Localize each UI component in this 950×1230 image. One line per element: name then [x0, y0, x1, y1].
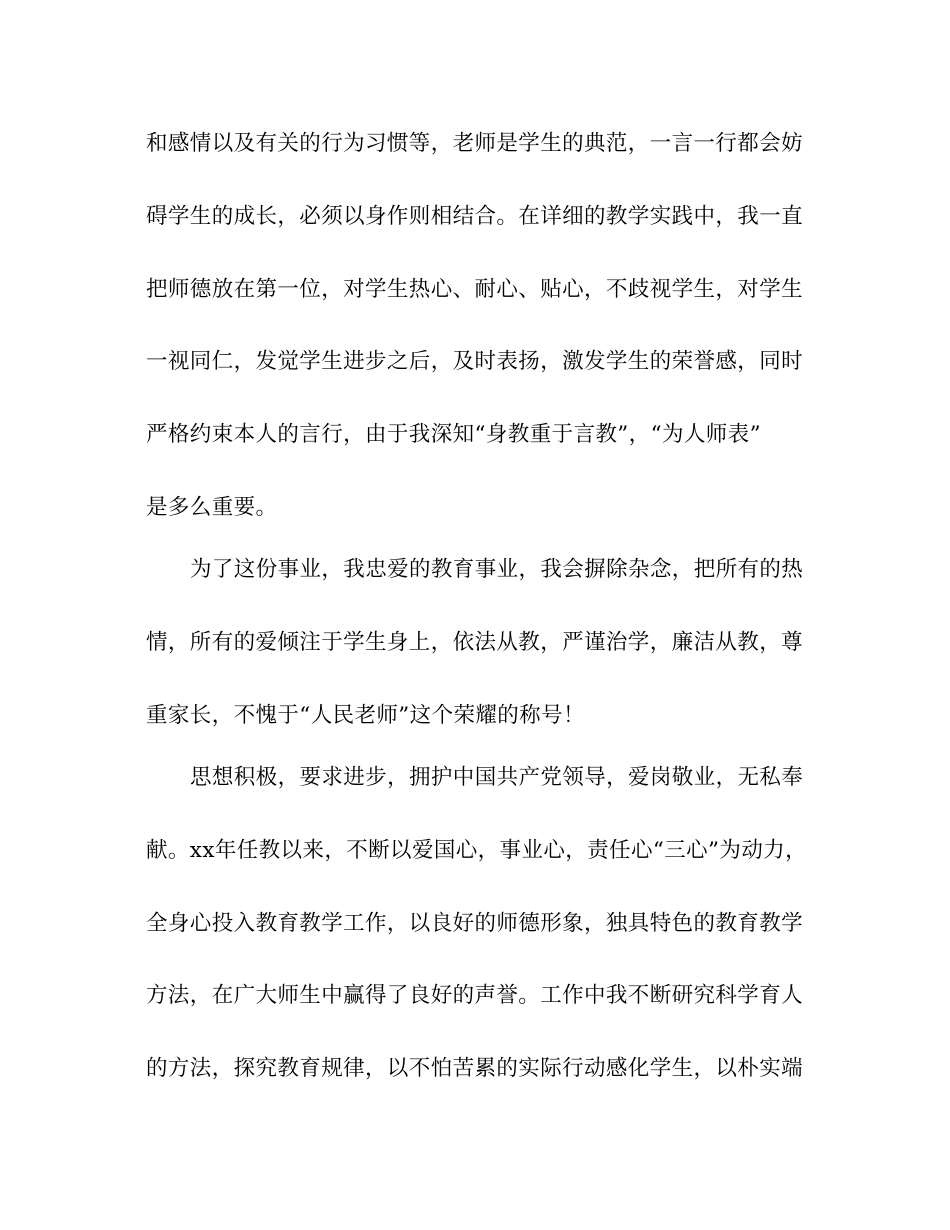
text-line: 是多么重要。 [146, 495, 278, 520]
text-line: 严格约束本人的言行，由于我深知“身教重于言教”，“为人师表” [146, 422, 761, 447]
text-line: 碍学生的成长，必须以身作则相结合。在详细的教学实践中，我一直 [146, 204, 804, 229]
text-line: 的方法，探究教育规律，以不怕苦累的实际行动感化学生，以朴实端 [146, 1056, 804, 1081]
text-line: 方法，在广大师生中赢得了良好的声誉。工作中我不断研究科学育人 [146, 983, 804, 1008]
text-line: 和感情以及有关的行为习惯等，老师是学生的典范，一言一行都会妨 [146, 131, 804, 156]
text-line: 情，所有的爱倾注于学生身上，依法从教，严谨治学，廉洁从教，尊 [146, 630, 804, 655]
paragraph-first-line: 思想积极，要求进步，拥护中国共产党领导，爱岗敬业，无私奉 [190, 765, 804, 790]
text-line: 把师德放在第一位，对学生热心、耐心、贴心，不歧视学生，对学生 [146, 277, 804, 302]
text-line: 全身心投入教育教学工作，以良好的师德形象，独具特色的教育教学 [146, 911, 804, 936]
text-line: 一视同仁，发觉学生进步之后，及时表扬，激发学生的荣誉感，同时 [146, 349, 804, 374]
paragraph-first-line: 为了这份事业，我忠爱的教育事业，我会摒除杂念，把所有的热 [190, 557, 804, 582]
text-line: 献。xx年任教以来，不断以爱国心，事业心，责任心“三心”为动力， [146, 838, 808, 863]
text-line: 重家长，不愧于“人民老师”这个荣耀的称号！ [146, 703, 585, 728]
